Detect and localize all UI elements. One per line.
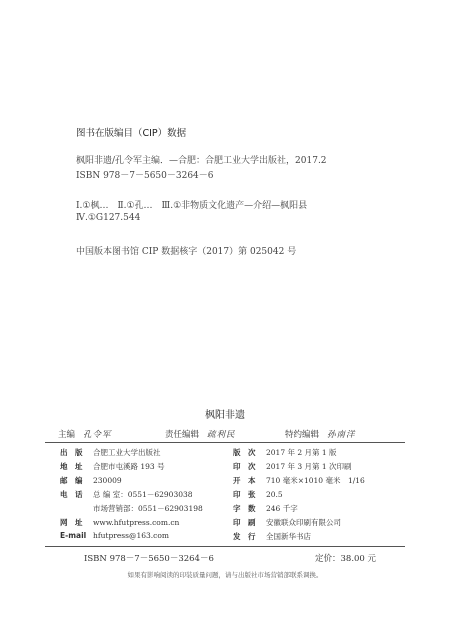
responsible-editor-name: 疏利民 xyxy=(207,430,236,440)
info-row: 邮 编 230009 xyxy=(60,476,122,485)
cip-heading: 图书在版编目（CIP）数据 xyxy=(76,128,187,139)
cip-isbn: ISBN 978－7－5650－3264－6 xyxy=(76,171,214,181)
info-row: 电 话 总 编 室：0551－62903038 xyxy=(60,490,193,499)
info-row: 出 版 合肥工业大学出版社 xyxy=(60,448,161,457)
info-row: 开 本 710 毫米×1010 毫米 1/16 xyxy=(233,476,365,485)
info-row: E-mail hfutpress@163.com xyxy=(60,531,169,540)
cip-subject-line-2: Ⅳ.①G127.544 xyxy=(76,213,141,223)
special-editor-name: 孙南洋 xyxy=(327,430,356,440)
chief-editor-name: 孔令军 xyxy=(83,430,112,440)
price: 定价：38.00 元 xyxy=(315,554,377,564)
top-divider xyxy=(45,442,405,443)
bottom-divider xyxy=(45,546,405,547)
cip-citation: 枫阳非遗/孔令军主编．—合肥：合肥工业大学出版社，2017.2 xyxy=(76,156,327,166)
info-row: 版 次 2017 年 2 月第 1 版 xyxy=(233,448,337,457)
info-row: 网 址 www.hfutpress.com.cn xyxy=(60,518,180,527)
info-row: 地 址 合肥市屯溪路 193 号 xyxy=(60,462,165,471)
info-row: 印 张 20.5 xyxy=(233,490,283,499)
info-row: 印 刷 安徽联众印刷有限公司 xyxy=(233,518,341,527)
footer-isbn: ISBN 978－7－5650－3264－6 xyxy=(84,554,214,564)
book-title: 枫阳非遗 xyxy=(205,410,245,421)
special-editor xyxy=(285,428,356,440)
cip-subject-line-1: Ⅰ.①枫… Ⅱ.①孔… Ⅲ.①非物质文化遗产—介绍—枫阳县 xyxy=(76,201,308,211)
info-row: 发 行 全国新华书店 xyxy=(233,532,311,541)
cip-record-number: 中国版本图书馆 CIP 数据核字（2017）第 025042 号 xyxy=(76,247,297,257)
quality-note: 如果有影响阅读的印装质量问题，请与出版社市场营销部联系调换。 xyxy=(127,571,323,579)
chief-editor-label: 主编 xyxy=(58,430,76,440)
info-row: 市场营销部：0551－62903198 xyxy=(93,504,203,513)
chief-editor xyxy=(58,428,112,440)
special-editor-label: 特约编辑 xyxy=(285,430,320,440)
info-row: 字 数 246 千字 xyxy=(233,504,298,513)
info-row: 印 次 2017 年 3 月第 1 次印刷 xyxy=(233,462,352,471)
responsible-editor xyxy=(165,428,236,440)
responsible-editor-label: 责任编辑 xyxy=(165,430,200,440)
